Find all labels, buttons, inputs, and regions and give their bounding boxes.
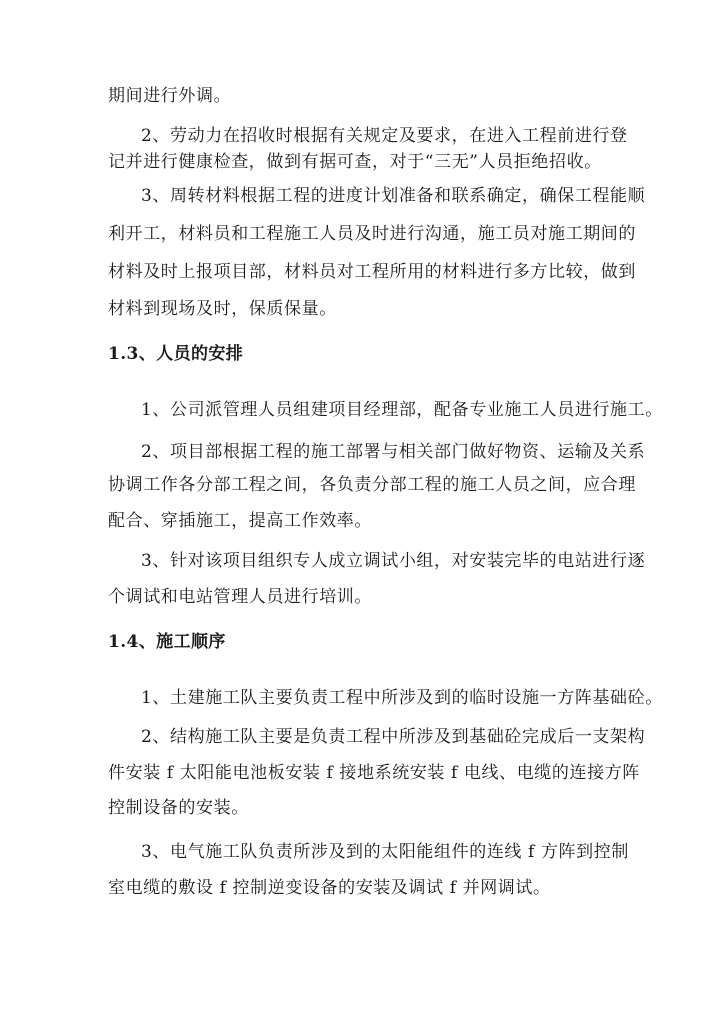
paragraph-line: 2、项目部根据工程的施工部署与相关部门做好物资、运输及关系: [141, 442, 646, 462]
section-heading: 1.4、施工顺序: [108, 632, 226, 652]
paragraph-line: 1、公司派管理人员组建项目经理部，配备专业施工人员进行施工。: [141, 400, 663, 420]
paragraph-line: 件安装 f 太阳能电池板安装 f 接地系统安装 f 电线、电缆的连接方阵: [108, 763, 640, 783]
paragraph-line: 配合、穿插施工，提高工作效率。: [108, 511, 372, 531]
paragraph-line: 3、电气施工队负责所涉及到的太阳能组件的连线 f 方阵到控制: [141, 842, 629, 862]
paragraph-line: 3、周转材料根据工程的进度计划准备和联系确定，确保工程能顺: [141, 186, 646, 206]
paragraph-line: 1、土建施工队主要负责工程中所涉及到的临时设施一方阵基础砼。: [141, 688, 663, 708]
paragraph-line: 个调试和电站管理人员进行培训。: [108, 587, 372, 607]
paragraph-line: 利开工，材料员和工程施工人员及时进行沟通，施工员对施工期间的: [108, 224, 636, 244]
paragraph-line: 3、针对该项目组织专人成立调试小组，对安装完毕的电站进行逐: [141, 551, 646, 571]
paragraph-line: 2、劳动力在招收时根据有关规定及要求，在进入工程前进行登: [141, 126, 628, 146]
paragraph-line: 期间进行外调。: [108, 86, 232, 106]
paragraph-line: 控制设备的安装。: [108, 798, 249, 818]
paragraph-line: 2、结构施工队主要是负责工程中所涉及到基础砼完成后一支架构: [141, 727, 646, 747]
paragraph-line: 室电缆的敷设 f 控制逆变设备的安装及调试 f 并网调试。: [108, 878, 551, 898]
section-heading: 1.3、人员的安排: [108, 344, 244, 364]
paragraph-line: 材料到现场及时，保质保量。: [108, 299, 337, 319]
paragraph-line: 协调工作各分部工程之间，各负责分部工程的施工人员之间，应合理: [108, 475, 636, 495]
paragraph-line: 记并进行健康检查，做到有据可查，对于“三无”人员拒绝招收。: [108, 152, 602, 172]
paragraph-line: 材料及时上报项目部，材料员对工程所用的材料进行多方比较，做到: [108, 262, 636, 282]
